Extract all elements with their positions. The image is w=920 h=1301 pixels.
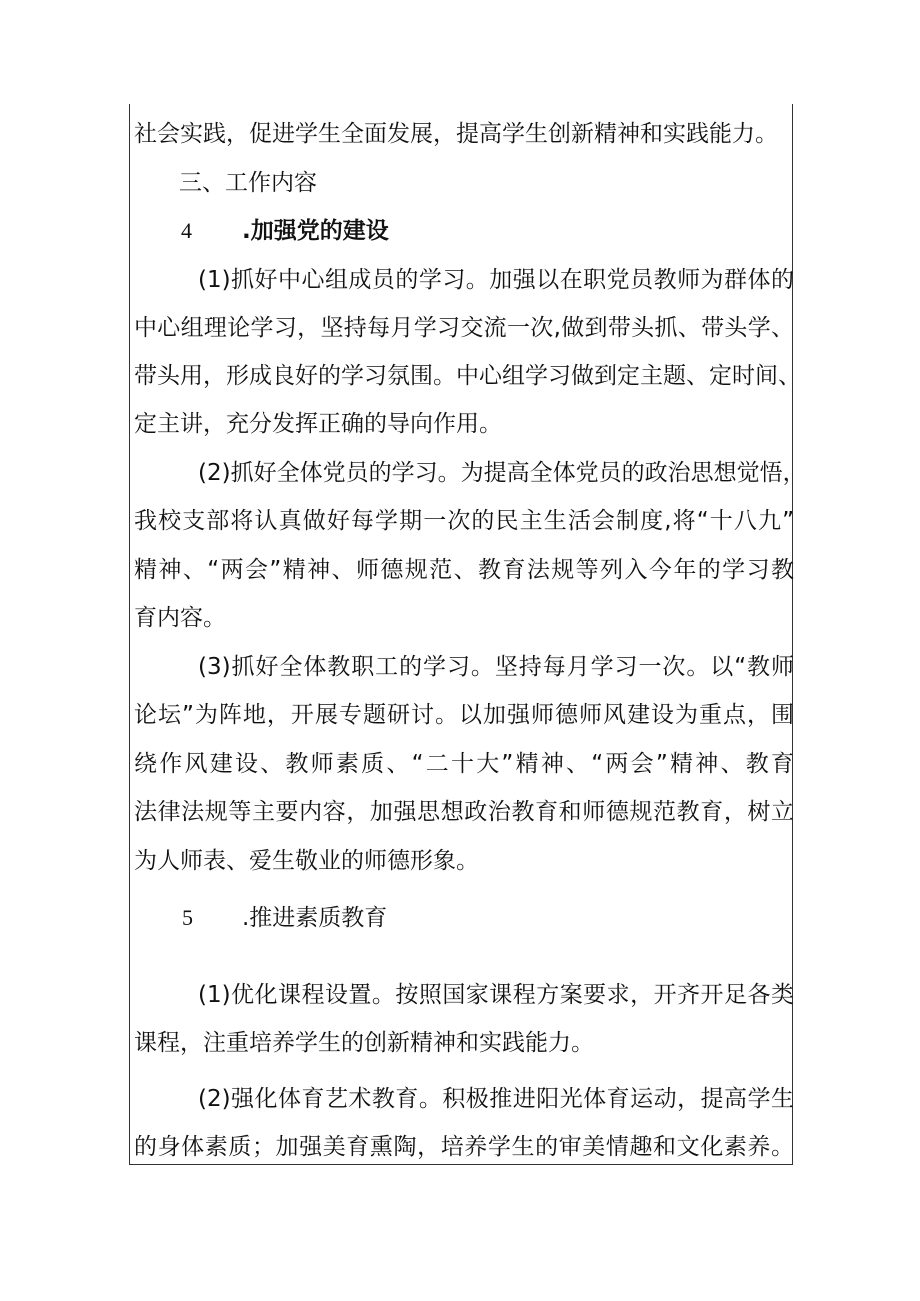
text-line: 为人师表、爱生敬业的师德形象。 (134, 848, 479, 874)
text-line: 法律法规等主要内容，加强思想政治教育和师德规范教育，树立 (134, 799, 794, 825)
text-line: 我校支部将认真做好每学期一次的民主生活会制度,将“十八九” (134, 508, 794, 534)
text-line: 的身体素质；加强美育熏陶，培养学生的审美情趣和文化素养。 (134, 1134, 794, 1160)
text-line: 课程，注重培养学生的创新精神和实践能力。 (134, 1030, 594, 1056)
text-line: 带头用，形成良好的学习氛围。中心组学习做到定主题、定时间、 (134, 363, 801, 389)
text-line: (1)抓好中心组成员的学习。加强以在职党员教师为群体的 (198, 267, 794, 293)
text-line: 社会实践，促进学生全面发展，提高学生创新精神和实践能力。 (134, 121, 778, 147)
heading-number: 5 (182, 905, 193, 930)
text-line: 论坛”为阵地，开展专题研讨。以加强师德师风建设为重点，围 (134, 702, 794, 728)
text-line: (3)抓好全体教职工的学习。坚持每月学习一次。以“教师 (198, 654, 794, 680)
text-line: 绕作风建设、教师素质、“二十大”精神、“两会”精神、教育 (134, 751, 794, 777)
text-line: (1)优化课程设置。按照国家课程方案要求，开齐开足各类 (198, 982, 794, 1008)
text-line: 定主讲，充分发挥正确的导向作用。 (134, 411, 502, 437)
section-title: 三、工作内容 (179, 170, 317, 196)
text-line: 育内容。 (134, 605, 226, 631)
text-line: (2)强化体育艺术教育。积极推进阳光体育运动，提高学生 (198, 1086, 794, 1112)
heading-title: .推进素质教育 (242, 905, 388, 931)
heading-number: 4 (181, 218, 192, 243)
heading-title: .加强党的建设 (242, 218, 389, 244)
text-line: 精神、“两会”精神、师德规范、教育法规等列入今年的学习教 (134, 557, 794, 583)
text-line: 中心组理论学习，坚持每月学习交流一次,做到带头抓、带头学、 (134, 315, 794, 341)
text-line: (2)抓好全体党员的学习。为提高全体党员的政治思想觉悟， (198, 460, 806, 486)
